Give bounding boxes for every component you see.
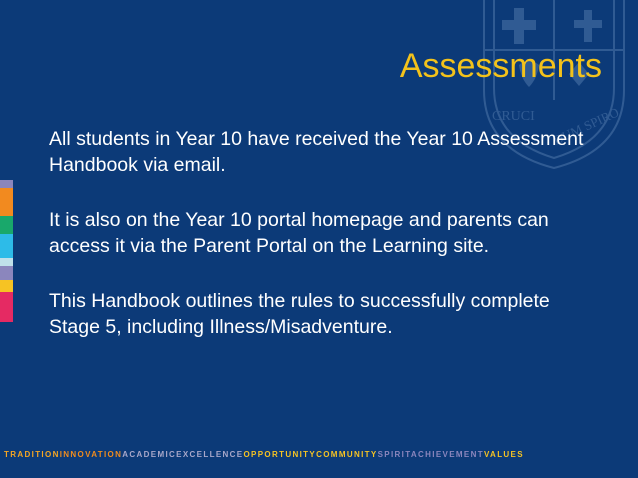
side-stripe [0, 292, 13, 322]
side-stripe [0, 180, 13, 188]
footer-word-values: VALUES [483, 450, 524, 459]
slide-title: Assessments [399, 47, 602, 85]
side-stripe [0, 216, 13, 234]
side-stripe [0, 266, 13, 280]
footer-word-academic: ACADEMIC [122, 450, 177, 459]
crest-text-cruci: CRUCI [492, 109, 535, 124]
footer-word-excellence: EXCELLENCE [176, 450, 244, 459]
paragraph-handbook-rules: This Handbook outlines the rules to successfully complete Stage 5, including Illness/Misadventure. [49, 290, 550, 338]
side-stripe [0, 234, 13, 258]
footer-word-tradition: TRADITION [4, 450, 60, 459]
slide-body [49, 126, 589, 369]
paragraph-handbook-email: All students in Year 10 have received the Year 10 Assessment Handbook via email. [49, 128, 584, 176]
crest-text-dum-spiro: DUM SPIRO [550, 104, 622, 148]
paragraph-portal-access: It is also on the Year 10 portal homepage and parents can access it via the Parent Portal on the Learning site. [49, 209, 549, 257]
footer-word-spirit: SPIRIT [377, 450, 411, 459]
footer-values-banner [4, 450, 638, 459]
footer-word-community: COMMUNITY [316, 450, 378, 459]
footer-word-achievement: ACHIEVEMENT [410, 450, 484, 459]
side-color-stripes [0, 180, 13, 322]
footer-word-innovation: INNOVATION [59, 450, 123, 459]
side-stripe [0, 258, 13, 266]
footer-word-opportunity: OPPORTUNITY [243, 450, 317, 459]
side-stripe [0, 188, 13, 216]
side-stripe [0, 280, 13, 292]
